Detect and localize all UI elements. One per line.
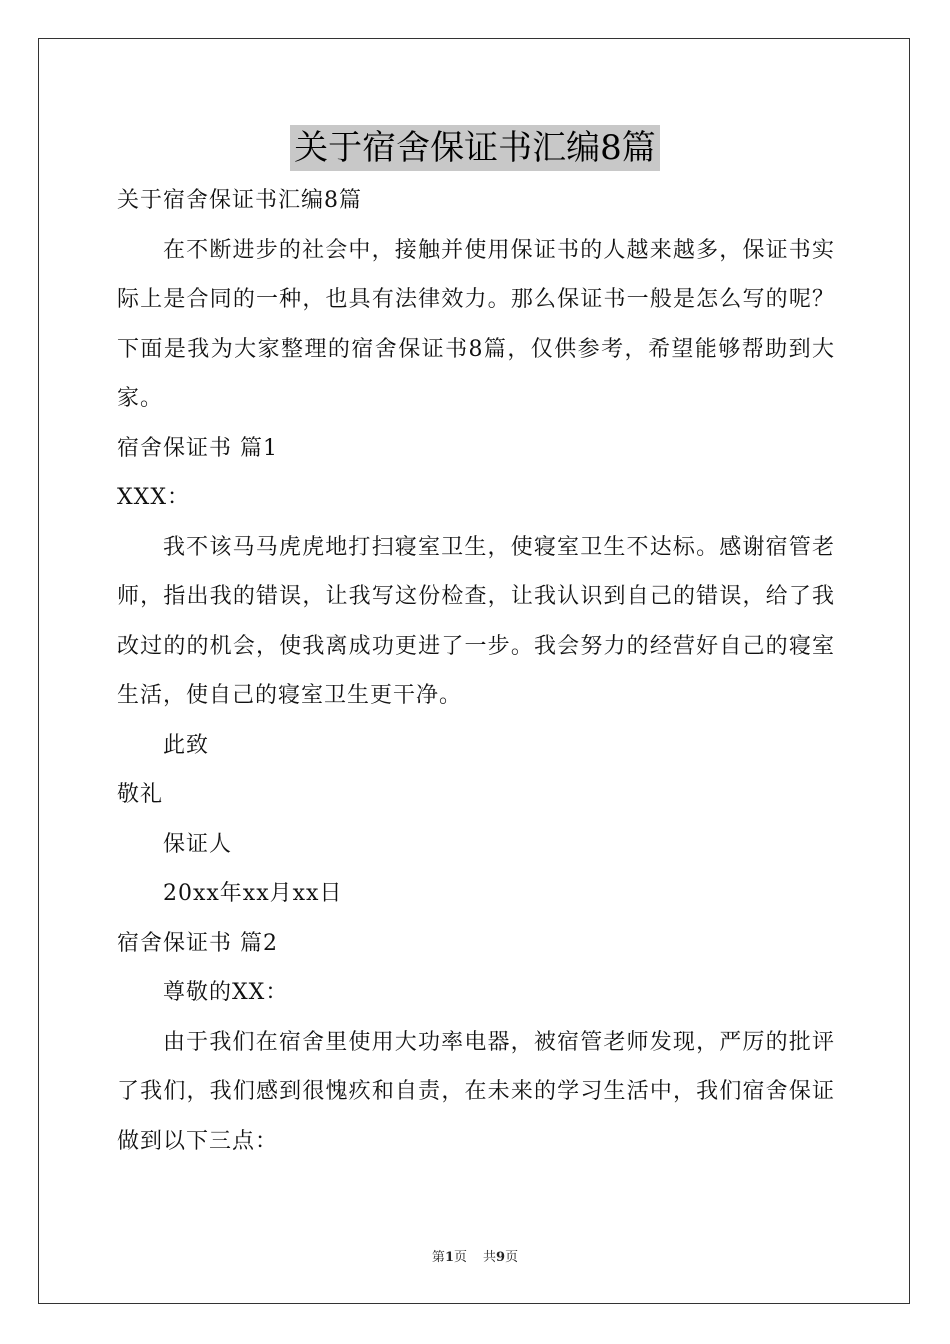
document-body	[117, 176, 835, 1166]
page-total: 9	[496, 1250, 506, 1265]
document-title: 关于宿舍保证书汇编8篇	[290, 125, 660, 171]
salutation-1: XXX：	[117, 485, 190, 510]
body-paragraph-2: 由于我们在宿舍里使用大功率电器，被宿管老师发现，严厉的批评了我们，我们感到很愧疚和自责，在未来的学习生活中，我们宿舍保证做到以下三点：	[117, 1029, 835, 1154]
page-footer	[0, 1246, 950, 1265]
subtitle-line: 关于宿舍保证书汇编8篇	[117, 188, 362, 213]
page-suffix: 页	[453, 1250, 467, 1265]
intro-paragraph: 在不断进步的社会中，接触并使用保证书的人越来越多，保证书实际上是合同的一种，也具有法律效力。那么保证书一般是怎么写的呢？下面是我为大家整理的宿舍保证书8篇，仅供参考，希望能够帮助到大家。	[117, 237, 835, 411]
body-paragraph-1: 我不该马马虎虎地打扫寝室卫生，使寝室卫生不达标。感谢宿管老师，指出我的错误，让我写这份检查，让我认识到自己的错误，给了我改过的的机会，使我离成功更进了一步。我会努力的经营好自己的寝室生活，使自己的寝室卫生更干净。	[117, 534, 835, 708]
salutation-2: 尊敬的XX：	[163, 980, 289, 1005]
page-prefix: 第	[431, 1250, 445, 1265]
section-heading-2: 宿舍保证书 篇2	[117, 930, 278, 956]
date-line: 20xx年xx月xx日	[163, 881, 343, 906]
section-heading-1: 宿舍保证书 篇1	[117, 435, 278, 461]
total-prefix: 共	[483, 1250, 497, 1265]
closing-salute: 敬礼	[117, 782, 164, 807]
page-current: 1	[444, 1250, 454, 1265]
guarantor-label: 保证人	[163, 831, 233, 857]
total-suffix: 页	[505, 1250, 519, 1265]
closing-phrase: 此致	[163, 732, 210, 758]
title-wrap	[0, 125, 950, 171]
